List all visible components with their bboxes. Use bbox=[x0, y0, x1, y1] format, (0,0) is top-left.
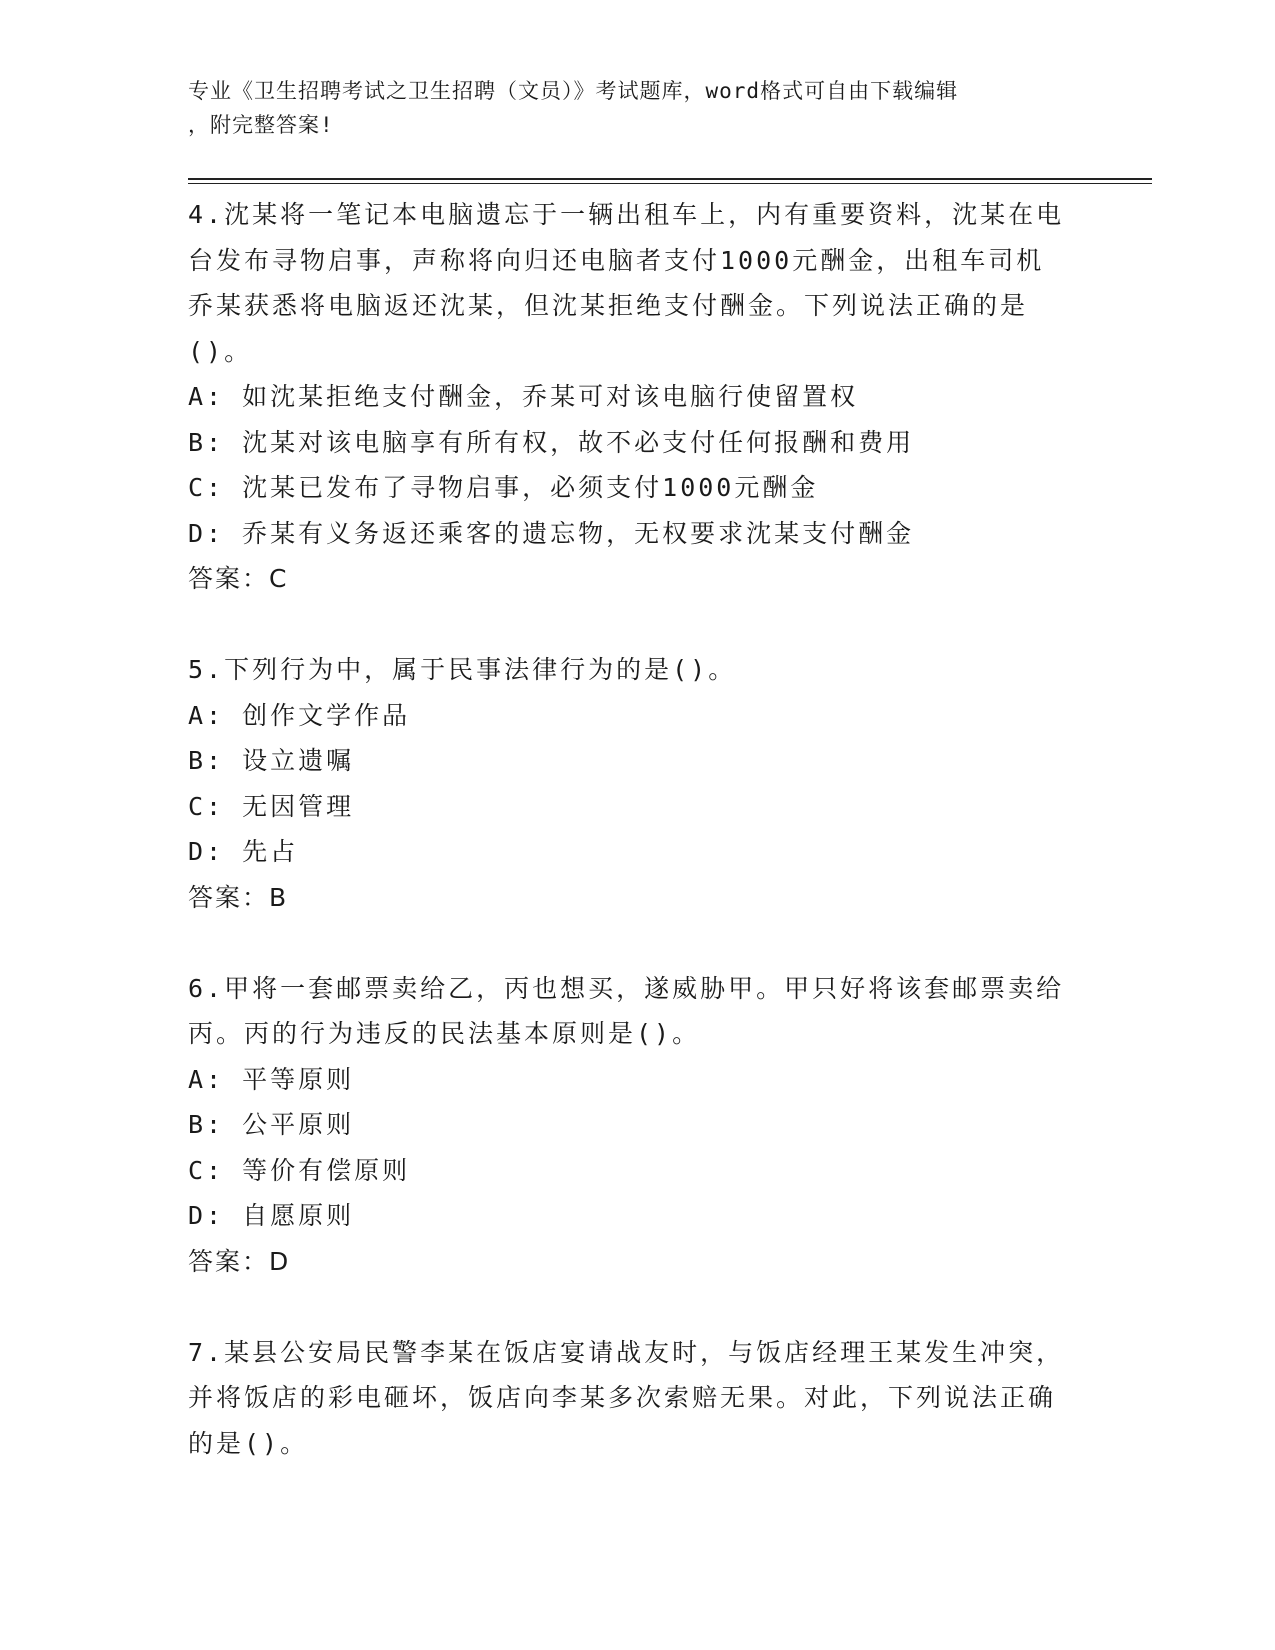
option-b: B: 沈某对该电脑享有所有权，故不必支付任何报酬和费用 bbox=[188, 427, 915, 457]
option-d: D: 自愿原则 bbox=[188, 1201, 355, 1230]
question-6 bbox=[188, 966, 1068, 1285]
option-c: C: 无因管理 bbox=[188, 791, 355, 821]
answer-line: 答案：C bbox=[188, 564, 289, 593]
question-list bbox=[188, 192, 1068, 1466]
question-5 bbox=[188, 647, 1068, 920]
option-a: A: 创作文学作品 bbox=[188, 700, 411, 730]
option-b: B: 设立遗嘱 bbox=[188, 746, 355, 775]
question-4 bbox=[188, 192, 1068, 602]
page-header bbox=[188, 74, 1068, 142]
question-7 bbox=[188, 1330, 1068, 1467]
question-text: 7.某县公安局民警李某在饭店宴请战友时，与饭店经理王某发生冲突，并将饭店的彩电砸坏，饭店向李某多次索赔无果。对此，下列说法正确的是()。 bbox=[188, 1337, 1065, 1458]
option-a: A: 平等原则 bbox=[188, 1064, 355, 1094]
option-c: C: 等价有偿原则 bbox=[188, 1155, 411, 1185]
header-line-1: 专业《卫生招聘考试之卫生招聘（文员）》考试题库，word格式可自由下载编辑 bbox=[188, 79, 959, 103]
option-d: D: 乔某有义务返还乘客的遗忘物，无权要求沈某支付酬金 bbox=[188, 518, 915, 548]
answer-line: 答案：B bbox=[188, 882, 289, 912]
question-text: 5.下列行为中，属于民事法律行为的是()。 bbox=[188, 655, 737, 684]
answer-line: 答案：D bbox=[188, 1246, 291, 1276]
question-text: 4.沈某将一笔记本电脑遗忘于一辆出租车上，内有重要资料，沈某在电台发布寻物启事，声称将向归还电脑者支付1000元酬金，出租车司机乔某获悉将电脑返还沈某，但沈某拒绝支付酬金。下列说法正确的是()。 bbox=[188, 200, 1065, 366]
option-d: D: 先占 bbox=[188, 837, 299, 866]
option-a: A: 如沈某拒绝支付酬金，乔某可对该电脑行使留置权 bbox=[188, 382, 859, 411]
spacer bbox=[188, 602, 1068, 648]
option-b: B: 公平原则 bbox=[188, 1110, 355, 1139]
option-c: C: 沈某已发布了寻物启事，必须支付1000元酬金 bbox=[188, 473, 819, 502]
question-text: 6.甲将一套邮票卖给乙，丙也想买，遂威胁甲。甲只好将该套邮票卖给丙。丙的行为违反的民法基本原则是()。 bbox=[188, 973, 1065, 1048]
header-rule-thin bbox=[188, 183, 1152, 184]
spacer bbox=[188, 1284, 1068, 1330]
header-line-2: ，附完整答案! bbox=[188, 113, 334, 137]
header-rule-thick bbox=[188, 178, 1152, 180]
spacer bbox=[188, 920, 1068, 966]
